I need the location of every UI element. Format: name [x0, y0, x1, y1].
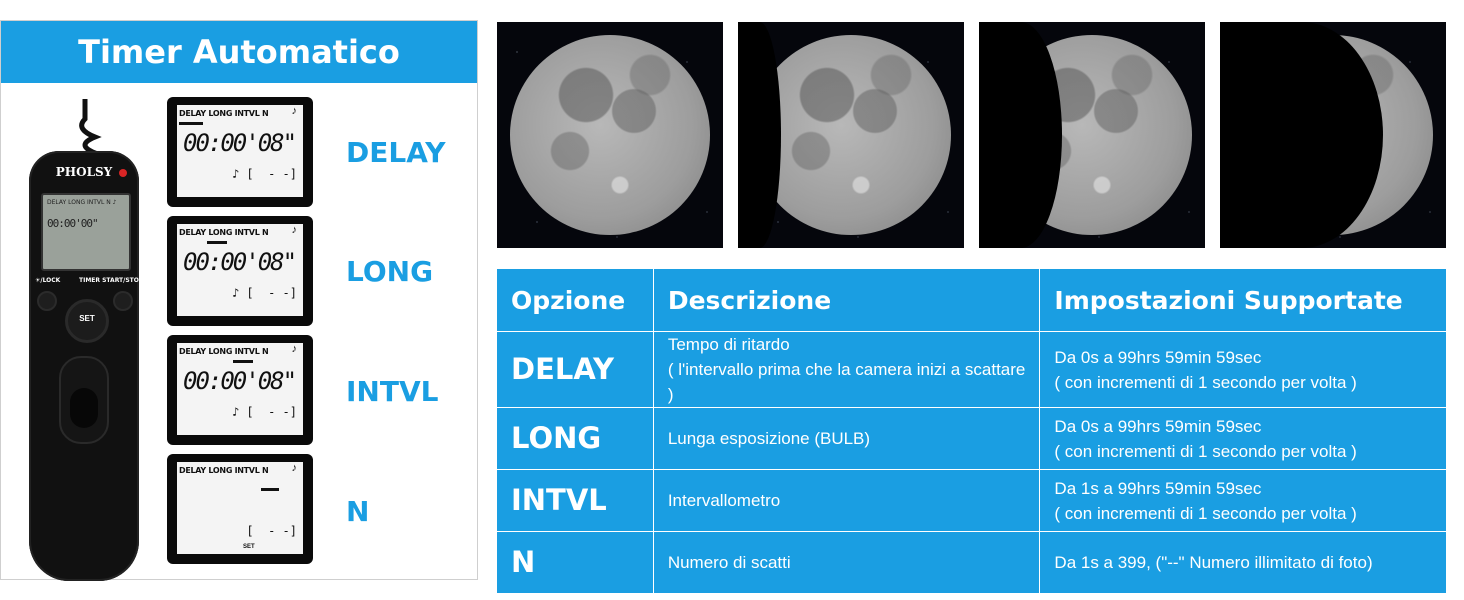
- moon-phase-2: [738, 22, 964, 248]
- lcd-sub: ♪ [ - -]: [231, 405, 297, 419]
- lcd-sub: ♪ [ - -]: [231, 167, 297, 181]
- moon-phase-1: [497, 22, 723, 248]
- lcd-modes: DELAY LONG INTVL N: [179, 347, 269, 356]
- row-option: INTVL: [497, 470, 654, 532]
- header-settings: Impostazioni Supportate: [1040, 269, 1447, 332]
- mode-indicator: [261, 488, 279, 491]
- remote-lcd-modes: DELAY LONG INTVL N ♪: [47, 199, 117, 206]
- header-option: Opzione: [497, 269, 654, 332]
- lcd-modes: DELAY LONG INTVL N: [179, 228, 269, 237]
- lcd-digits: 00:00'08": [183, 129, 296, 157]
- lcd-modes: DELAY LONG INTVL N: [179, 109, 269, 118]
- remote-lcd: [41, 193, 131, 271]
- row-option: LONG: [497, 408, 654, 470]
- mode-indicator: [233, 360, 253, 363]
- remote-brand: PHOLSY: [55, 165, 113, 179]
- moon-image: [751, 35, 951, 235]
- row-settings: Da 1s a 99hrs 59min 59sec ( con incrementi di 1 secondo per volta ): [1040, 470, 1447, 532]
- options-table: [496, 268, 1447, 594]
- row-settings: Da 0s a 99hrs 59min 59sec ( con incrementi di 1 secondo per volta ): [1040, 408, 1447, 470]
- led-indicator: [119, 169, 127, 177]
- remote-lcd-time: 00:00'00": [47, 217, 98, 230]
- table-row: [497, 332, 1447, 408]
- table-row: [497, 408, 1447, 470]
- row-option: N: [497, 532, 654, 594]
- timer-start-stop-button[interactable]: [113, 291, 133, 311]
- timer-panel: [0, 20, 478, 580]
- lcd-sub: ♪ [ - -]: [231, 286, 297, 300]
- set-label: SET: [79, 314, 95, 323]
- mode-label-long: LONG: [346, 255, 434, 288]
- remote-control: [29, 151, 144, 581]
- moon-shadow: [979, 22, 1062, 248]
- shutter-knob[interactable]: [70, 388, 98, 428]
- row-settings: Da 0s a 99hrs 59min 59sec ( con incrementi di 1 secondo per volta ): [1040, 332, 1447, 408]
- moon-shadow: [1220, 22, 1383, 248]
- sound-icon: ♪: [291, 343, 297, 355]
- row-description: Lunga esposizione (BULB): [653, 408, 1040, 470]
- mode-label-delay: DELAY: [346, 136, 446, 169]
- lcd-digits: 00:00'08": [183, 248, 296, 276]
- lcd-screen-intvl: [167, 335, 313, 445]
- lcd-screen-long: [167, 216, 313, 326]
- row-description: Intervallometro: [653, 470, 1040, 532]
- mode-indicator: [179, 122, 203, 125]
- row-description: Numero di scatti: [653, 532, 1040, 594]
- table-header-row: [497, 269, 1447, 332]
- timer-label: TIMER START/STOP: [79, 277, 144, 284]
- lcd-set-label: SET: [243, 544, 255, 550]
- row-description: Tempo di ritardo ( l'intervallo prima che la camera inizi a scattare ): [653, 332, 1040, 408]
- mode-indicator: [207, 241, 227, 244]
- set-button[interactable]: [65, 299, 109, 343]
- lcd-digits: 00:00'08": [183, 367, 296, 395]
- row-settings: Da 1s a 399, ("--" Numero illimitato di foto): [1040, 532, 1447, 594]
- mode-label-n: N: [346, 495, 370, 528]
- panel-title: Timer Automatico: [1, 21, 477, 83]
- mode-label-intvl: INTVL: [346, 375, 439, 408]
- moon-phase-4: [1220, 22, 1446, 248]
- table-row: [497, 470, 1447, 532]
- lock-label: ☀/LOCK: [35, 277, 61, 284]
- row-option: DELAY: [497, 332, 654, 408]
- shutter-slider[interactable]: [59, 356, 109, 444]
- sound-icon: ♪: [291, 462, 297, 474]
- table-row: [497, 532, 1447, 594]
- lcd-screen-n: [167, 454, 313, 564]
- moon-shadow: [738, 22, 781, 248]
- sound-icon: ♪: [291, 105, 297, 117]
- moon-image: [510, 35, 710, 235]
- lcd-screen-delay: [167, 97, 313, 207]
- lcd-modes: DELAY LONG INTVL N: [179, 466, 269, 475]
- lcd-sub: [ - -]: [246, 524, 297, 538]
- lock-button[interactable]: [37, 291, 57, 311]
- header-description: Descrizione: [653, 269, 1040, 332]
- sound-icon: ♪: [291, 224, 297, 236]
- moon-phase-3: [979, 22, 1205, 248]
